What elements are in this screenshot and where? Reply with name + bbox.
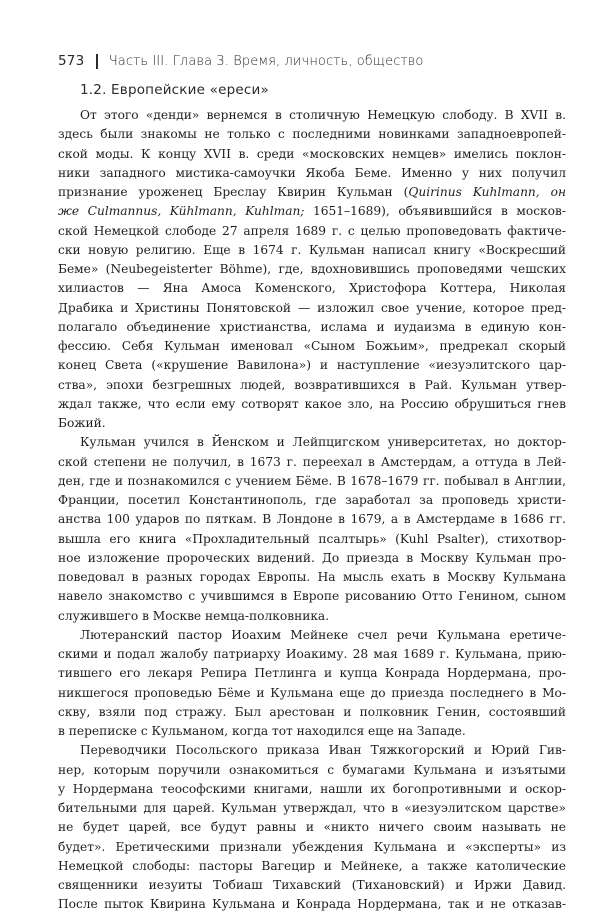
text-line: поведовал в разных городах Европы. На мысль ехать в Москву Кульмана (58, 570, 566, 584)
text-line: служившего в Москве немца-полковника. (58, 608, 330, 623)
text-line: здесь были знакомы не только с последними новинками западноевропей- (58, 127, 566, 142)
text-line: ное изложение пророческих видений. До приезда в Москву Кульман про- (58, 550, 566, 565)
italic-text: же Culmannus, Kühlmann, Kuhlman; (58, 204, 305, 219)
text-line: вышла его книга «Прохладительный псалтырь» (Kuhl Psalter), стихотвор- (58, 531, 566, 546)
text-line: Франции, посетил Константинополь, где заработал за проповедь христи- (58, 493, 566, 507)
text-line: скву, взяли под стражу. Был арестован и полковник Генин, состоявший (58, 704, 566, 719)
text-line: фессию. Себя Кульман именовал «Сыном Божьим», предрекал скорый (58, 339, 566, 353)
chapter-title: Часть III. Глава 3. Время, личность, общество (108, 53, 424, 69)
text-line: ден, где и познакомился с учением Бёме. В 1678–1679 гг. побывал в Англии, (58, 473, 566, 488)
text-line: После пыток Квирина Кульмана и Конрада Нордермана, так и не отказав- (58, 897, 566, 912)
text-line: скими и подал жалобу патриарху Иоакиму. 28 мая 1689 г. Кульмана, прию- (58, 647, 566, 661)
text-line: ской степени не получил, в 1673 г. переехал в Амстердам, а оттуда в Лей- (58, 454, 566, 469)
text-line: в переписке с Кульманом, когда тот находился еще на Западе. (58, 724, 466, 738)
text-line: ства», эпохи безгрешных людей, возвратившихся в Рай. Кульман утвер- (58, 377, 566, 392)
text-line: Лютеранский пастор Иоахим Мейнеке счел речи Кульмана еретиче- (80, 627, 566, 642)
text-line: Кульман учился в Йенском и Лейпцигском университетах, но доктор- (80, 435, 566, 450)
text-line: Немецкой слободы: пасторы Вагецир и Мейнеке, а также католические (58, 858, 566, 873)
text-line: полагало объединение христианства, ислама и иудаизма в единую кон- (58, 319, 566, 334)
text-line: священники иезуиты Тобиаш Тихавский (Тихановский) и Иржи Давид. (58, 878, 566, 892)
text-line: хилиастов — Яна Амоса Коменского, Христофора Коттера, Николая (58, 281, 566, 296)
running-head (58, 52, 566, 70)
text-line: тившего его лекаря Репира Петлинга и купца Конрада Нордермана, про- (58, 666, 566, 681)
italic-text: Quirinus Kuhlmann, он (408, 185, 566, 199)
text-line: ски новую религию. Еще в 1674 г. Кульман написал книгу «Воскресший (58, 242, 566, 257)
text-line: Беме» (Neubegeisterter Böhme), где, вдохновившись проповедями чешских (58, 262, 566, 276)
text-line: конец Света («крушение Вавилона») и наступление «иезуэлитского цар- (58, 358, 566, 373)
text-line: ской Немецкой слободе 27 апреля 1689 г. с целью проповедовать фактиче- (58, 223, 566, 238)
text-line: же Culmannus, Kühlmann, Kuhlman; 1651–1689), объявившийся в москов- (58, 204, 566, 219)
text-line: бительными для царей. Кульман утверждал, что в «иезуэлитском царстве» (58, 801, 566, 815)
text-line: ждал также, что если ему сотворят какое зло, на Россию обрушиться гнев (58, 396, 566, 411)
text-line: нер, которым поручили ознакомиться с бумагами Кульмана и изъятыми (58, 762, 566, 777)
text-line: Драбика и Христины Понятовской — изложил свое учение, которое пред- (58, 300, 566, 315)
text-line: От этого «денди» вернемся в столичную Немецкую слободу. В XVII в. (80, 108, 566, 122)
header-divider (96, 54, 97, 69)
text-line: ской моды. К концу XVII в. среди «московских немцев» имелись поклон- (58, 146, 566, 161)
text-line: Божий. (58, 416, 106, 430)
text-line: не будет царей, все будут равны и «никто ничего своим называть не (58, 820, 566, 835)
page-number: 573 (58, 53, 85, 69)
text-line: признание уроженец Бреслау Квирин Кульман (Quirinus Kuhlmann, он (58, 185, 566, 199)
text-line: навело знакомство с учившимся в Европе рисованию Отто Генином, сыном (58, 589, 566, 604)
text-line: у Нордермана теософскими книгами, нашли их богопротивными и оскор- (58, 781, 566, 796)
body-text (58, 106, 566, 915)
section-heading: 1.2. Европейские «ереси» (80, 82, 269, 98)
text-line: будет». Еретическими признали убеждения Кульмана и «эксперты» из (58, 839, 566, 854)
text-line: Переводчики Посольского приказа Иван Тяжкогорский и Юрий Гив- (80, 743, 566, 758)
text-line: ники западного мистика-самоучки Якоба Беме. Именно у них получил (58, 165, 566, 180)
text-line: никшегося проповедью Бёме и Кульмана еще до приезда последнего в Мо- (58, 685, 566, 700)
text-line: анства 100 ударов по пяткам. В Лондоне в 1679, а в Амстердаме в 1686 гг. (58, 512, 566, 527)
